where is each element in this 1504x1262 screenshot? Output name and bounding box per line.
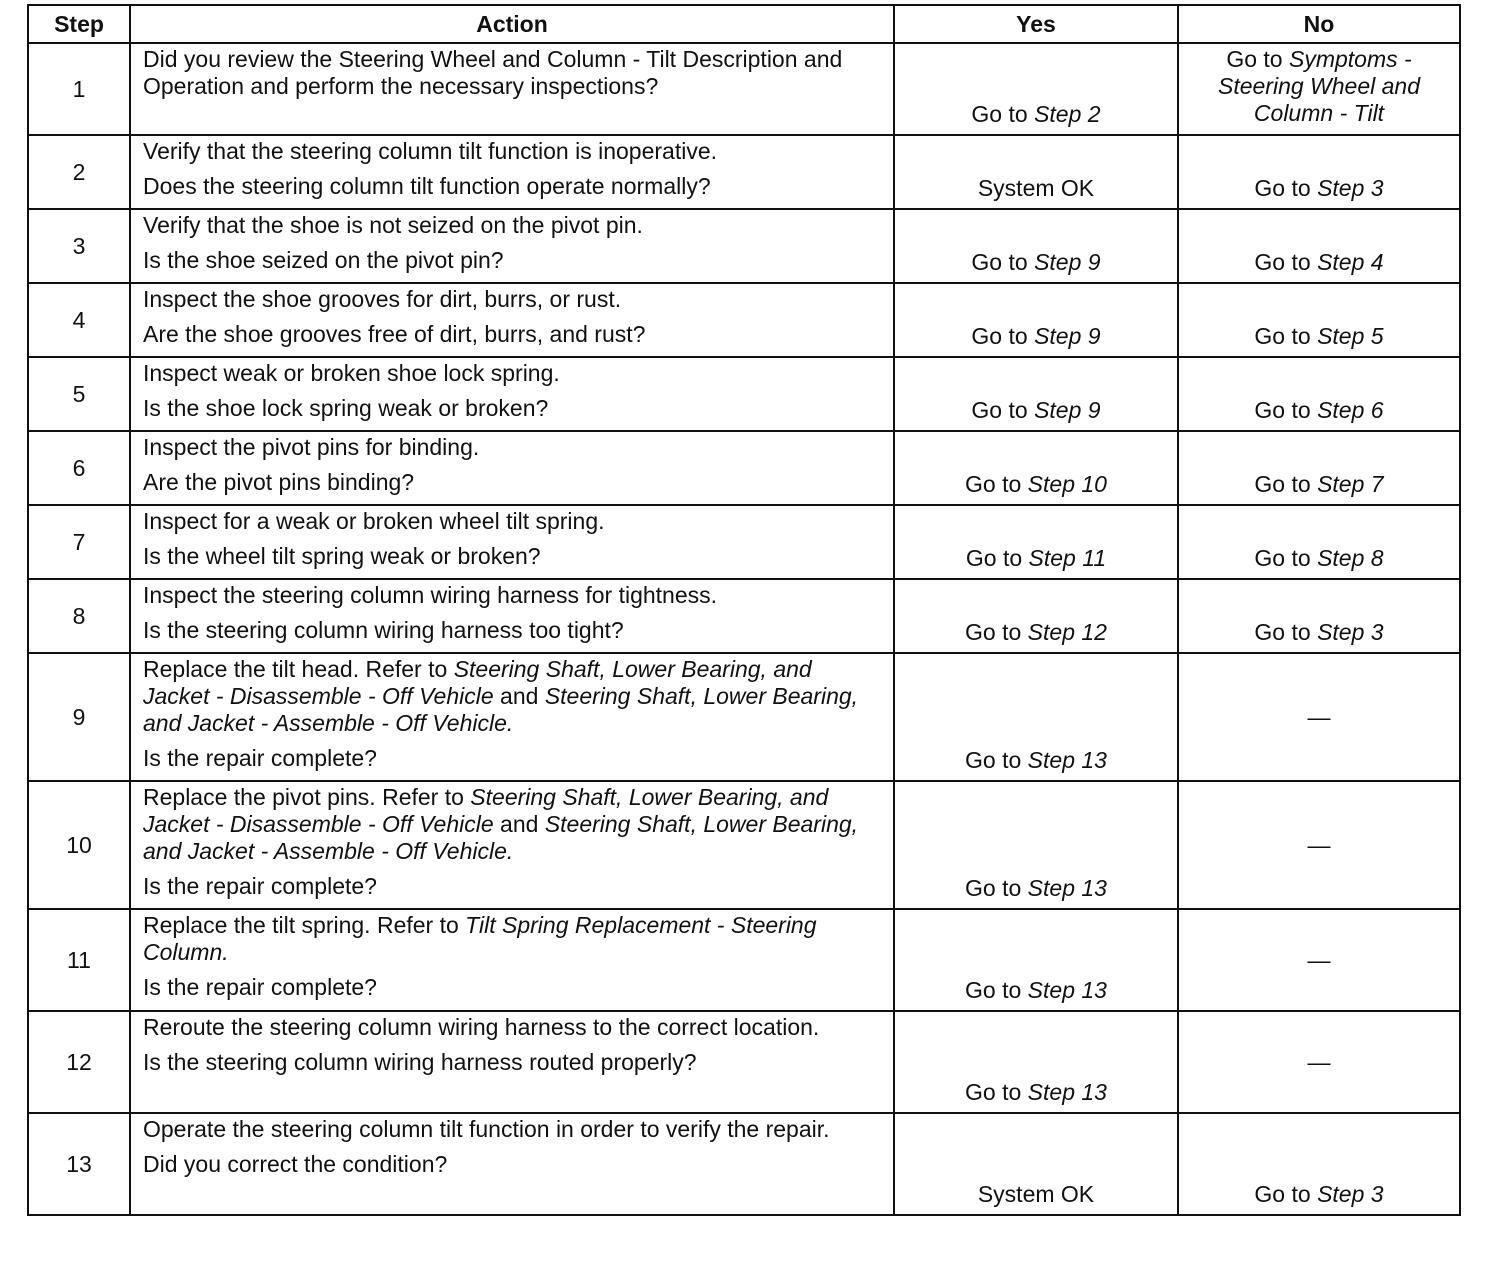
no-text-run: Go to [1254,397,1318,423]
no-text-run: Step 3 [1317,1181,1384,1207]
step-number: 6 [28,431,130,505]
diagnostic-table-container [27,4,1461,1216]
no-cell [1178,1113,1460,1215]
action-question: Is the steering column wiring harness routed properly? [143,1049,697,1075]
action-text [143,784,883,865]
action-text-run: Replace the tilt head. Refer to [143,656,454,682]
action-question: Is the repair complete? [143,873,377,899]
step-number: 8 [28,579,130,653]
no-text-run: Symptoms - Steering Wheel and Column - Tilt [1217,46,1420,126]
step-number: 11 [28,909,130,1011]
yes-text-run: Step 11 [1028,545,1107,571]
action-text [143,46,883,100]
no-text-run: Step 7 [1317,471,1384,497]
action-text-run: Inspect the pivot pins for binding. [143,434,480,460]
action-text-run: Operate the steering column tilt function in order to verify the repair. [143,1116,830,1142]
no-text-run: Step 6 [1317,397,1384,423]
yes-cell [894,357,1178,431]
yes-cell [894,579,1178,653]
action-text-run: Steering Shaft, Lower Bearing, and Jacket - Disassemble - Off Vehicle [143,656,812,709]
yes-text-run: Go to [965,977,1028,1003]
yes-text-run: Step 13 [1027,747,1107,773]
table-row [28,209,1460,283]
action-text [143,912,883,966]
yes-cell [894,209,1178,283]
action-text [143,212,883,239]
action-question: Is the repair complete? [143,974,377,1000]
table-row [28,579,1460,653]
header-row [28,5,1460,43]
action-text-run: Reroute the steering column wiring harness to the correct location. [143,1014,820,1040]
no-text-run: Go to [1254,471,1318,497]
action-text-run: Verify that the steering column tilt function is inoperative. [143,138,718,164]
action-text [143,656,883,737]
step-number: 7 [28,505,130,579]
no-cell [1178,653,1460,781]
action-text [143,360,883,387]
action-text [143,1116,883,1143]
header-yes: Yes [894,5,1178,43]
table-row [28,1113,1460,1215]
no-text-run: Go to [1226,46,1289,72]
no-text-run: Go to [1254,1181,1318,1207]
table-body [28,43,1460,1215]
action-text-run: and [493,683,545,709]
action-question: Are the pivot pins binding? [143,469,415,495]
no-cell [1178,209,1460,283]
yes-text-run: Step 10 [1027,471,1107,497]
action-text-run: Replace the pivot pins. Refer to [143,784,471,810]
table-row [28,781,1460,909]
no-cell [1178,135,1460,209]
yes-text-run: Go to [971,323,1035,349]
yes-text-run: Step 2 [1034,101,1101,127]
yes-text-run: Step 9 [1034,249,1101,275]
table-row [28,431,1460,505]
yes-text-run: Step 12 [1027,619,1107,645]
action-text-run: Steering Shaft, Lower Bearing, and Jacket - Disassemble - Off Vehicle [143,784,829,837]
no-cell [1178,579,1460,653]
yes-cell [894,43,1178,135]
no-text-run: Step 3 [1317,175,1384,201]
no-cell [1178,505,1460,579]
yes-text-run: Step 13 [1027,977,1107,1003]
no-cell [1178,431,1460,505]
action-text-run: Steering Shaft, Lower Bearing, and Jacket - Assemble - Off Vehicle. [143,811,859,864]
yes-text-run: Go to [965,747,1028,773]
action-text-run: Inspect weak or broken shoe lock spring. [143,360,560,386]
yes-cell [894,653,1178,781]
action-text-run: and [493,811,545,837]
step-number: 13 [28,1113,130,1215]
header-step: Step [28,5,130,43]
yes-text-run: Go to [971,101,1035,127]
yes-cell [894,909,1178,1011]
no-text-run: Go to [1254,175,1318,201]
yes-text-run: Go to [965,619,1028,645]
no-text-run: Go to [1254,545,1318,571]
action-text-run: Inspect for a weak or broken wheel tilt spring. [143,508,605,534]
yes-text-run: Go to [965,471,1028,497]
step-number: 9 [28,653,130,781]
table-row [28,43,1460,135]
action-question: Did you correct the condition? [143,1151,448,1177]
step-number: 5 [28,357,130,431]
yes-text-run: Go to [971,397,1035,423]
action-question: Does the steering column tilt function operate normally? [143,173,711,199]
action-text-run: Replace the tilt spring. Refer to [143,912,466,938]
action-cell [130,283,894,357]
action-question: Is the wheel tilt spring weak or broken? [143,543,541,569]
yes-text-run: Go to [965,875,1028,901]
no-cell [1178,909,1460,1011]
action-cell [130,653,894,781]
step-number: 3 [28,209,130,283]
action-text-run: Did you review the Steering Wheel and Column - Tilt Description and Operation and perform the necessary inspections? [143,46,843,99]
yes-cell [894,1113,1178,1215]
no-text-run: Step 8 [1317,545,1384,571]
no-text-run: Step 5 [1317,323,1384,349]
action-question: Is the steering column wiring harness too tight? [143,617,624,643]
yes-text-run: Go to [971,249,1035,275]
yes-text-run: Step 9 [1034,323,1101,349]
no-text-run: — [1307,946,1331,973]
step-number: 10 [28,781,130,909]
action-text-run: Inspect the shoe grooves for dirt, burrs, or rust. [143,286,622,312]
action-text-run: Steering Shaft, Lower Bearing, and Jacket - Assemble - Off Vehicle. [143,683,859,736]
action-question: Is the shoe seized on the pivot pin? [143,247,504,273]
action-cell [130,579,894,653]
header-action: Action [130,5,894,43]
table-row [28,909,1460,1011]
no-cell [1178,357,1460,431]
table-row [28,505,1460,579]
step-number: 2 [28,135,130,209]
action-cell [130,357,894,431]
yes-text-run: Step 13 [1027,1079,1107,1105]
action-text [143,286,883,313]
yes-cell [894,505,1178,579]
action-text [143,582,883,609]
yes-cell [894,781,1178,909]
diagnostic-table [27,4,1461,1216]
action-text-run: Tilt Spring Replacement - Steering Column. [143,912,817,965]
no-cell [1178,43,1460,135]
action-cell [130,43,894,135]
yes-text-run: Go to [965,1079,1028,1105]
action-cell [130,431,894,505]
no-text-run: Step 3 [1317,619,1384,645]
no-text-run: Step 4 [1317,249,1384,275]
action-text [143,434,883,461]
no-cell [1178,1011,1460,1113]
no-text-run: — [1307,1048,1331,1075]
header-no: No [1178,5,1460,43]
table-row [28,357,1460,431]
table-row [28,135,1460,209]
no-cell [1178,283,1460,357]
action-text [143,1014,883,1041]
action-question: Is the shoe lock spring weak or broken? [143,395,549,421]
no-text-run: — [1307,703,1331,730]
no-text-run: Go to [1254,619,1318,645]
table-row [28,1011,1460,1113]
action-text [143,138,883,165]
action-cell [130,781,894,909]
no-text-run: Go to [1254,249,1318,275]
yes-text-run: Step 9 [1034,397,1101,423]
no-text-run: Go to [1254,323,1318,349]
step-number: 1 [28,43,130,135]
table-row [28,283,1460,357]
action-cell [130,505,894,579]
action-text-run: Verify that the shoe is not seized on the pivot pin. [143,212,643,238]
yes-cell [894,1011,1178,1113]
yes-text-run: Go to [965,545,1029,571]
no-cell [1178,781,1460,909]
yes-cell [894,431,1178,505]
yes-text-run: System OK [977,1181,1095,1207]
action-cell [130,1113,894,1215]
yes-cell [894,135,1178,209]
action-cell [130,909,894,1011]
yes-text-run: System OK [977,175,1095,201]
action-cell [130,135,894,209]
action-question: Are the shoe grooves free of dirt, burrs, and rust? [143,321,646,347]
action-cell [130,209,894,283]
step-number: 4 [28,283,130,357]
yes-text-run: Step 13 [1027,875,1107,901]
action-cell [130,1011,894,1113]
action-text-run: Inspect the steering column wiring harness for tightness. [143,582,718,608]
yes-cell [894,283,1178,357]
action-question: Is the repair complete? [143,745,377,771]
no-text-run: — [1307,831,1331,858]
action-text [143,508,883,535]
step-number: 12 [28,1011,130,1113]
table-row [28,653,1460,781]
